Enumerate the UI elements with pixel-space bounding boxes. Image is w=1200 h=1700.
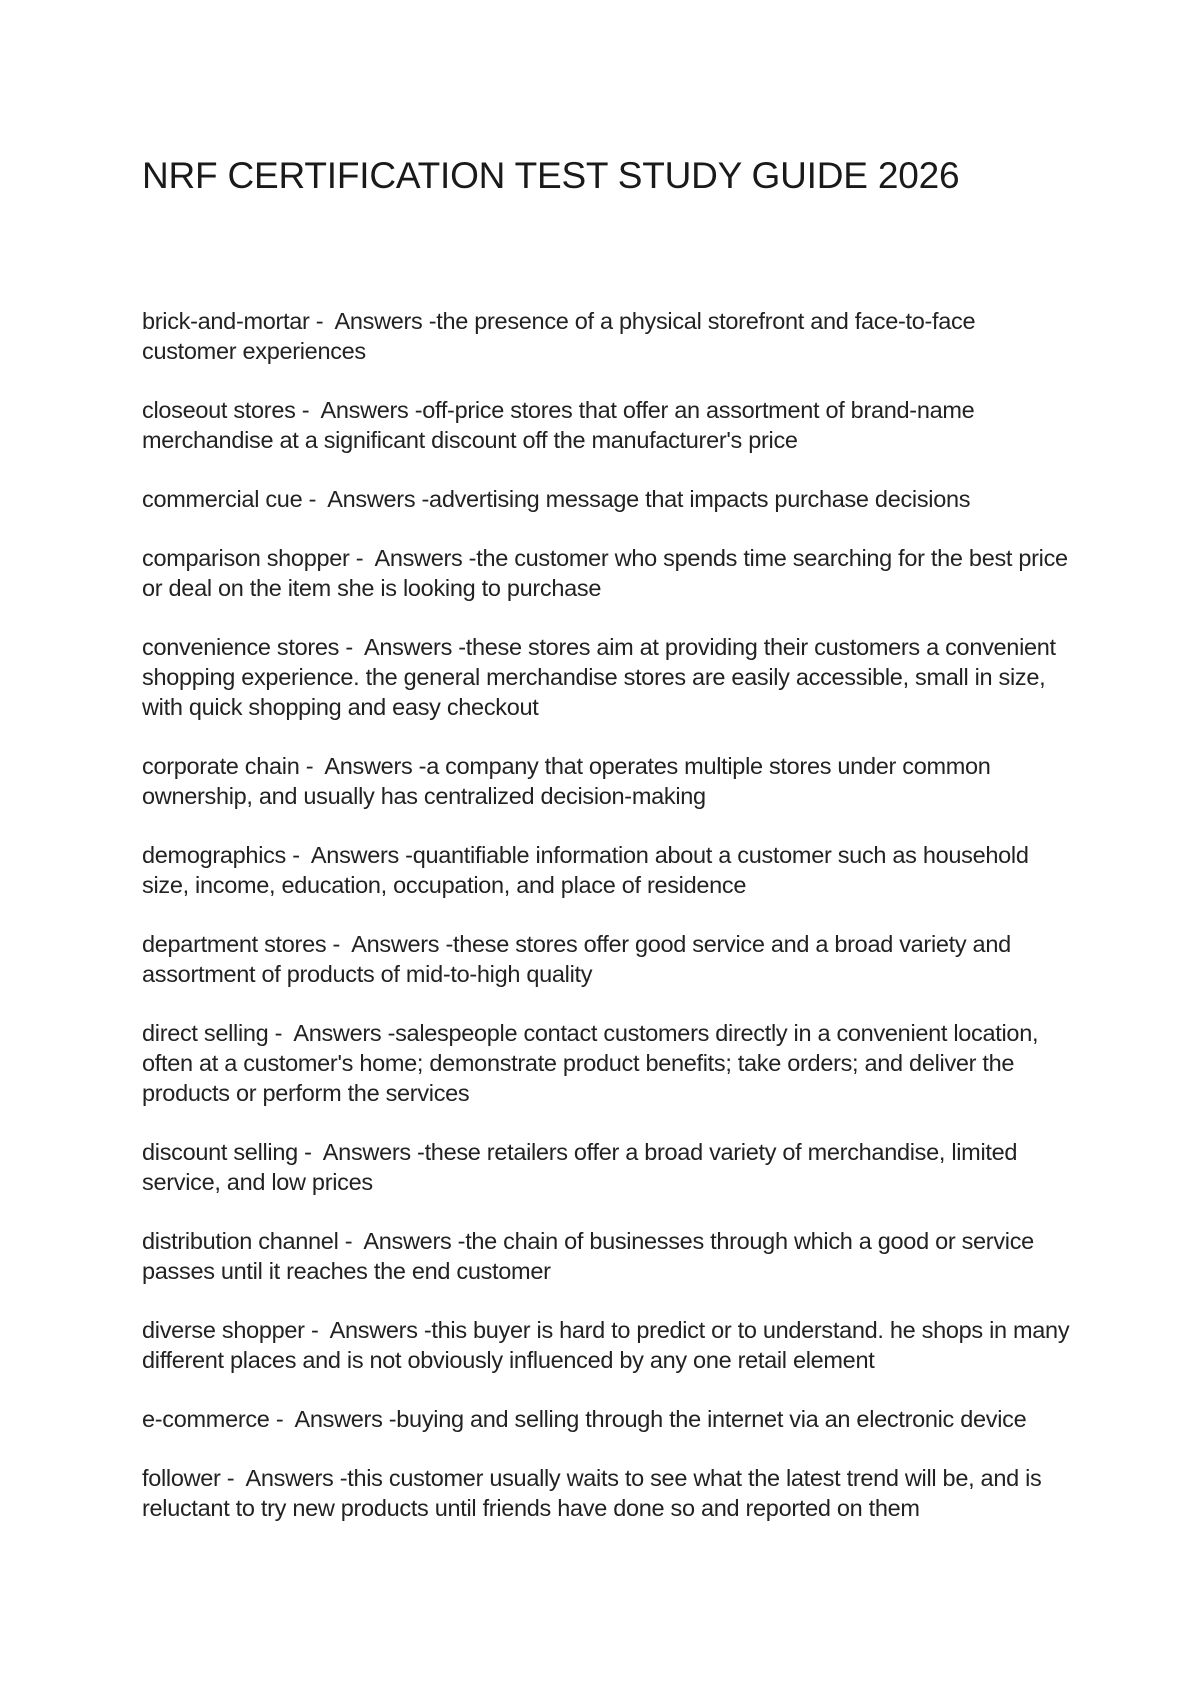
entry-definition: the presence of a physical storefront and face-to-face customer experiences (142, 308, 976, 364)
glossary-entry (142, 1315, 1072, 1375)
entry-definition: these stores aim at providing their customers a convenient shopping experience. the general merchandise stores are easily accessible, small in size, with quick shopping and easy checkout (142, 634, 1056, 720)
entry-definition: advertising message that impacts purchase decisions (429, 486, 971, 512)
entry-separator: - Answers - (349, 545, 477, 571)
glossary-entry (142, 751, 1072, 811)
entry-separator: - Answers - (220, 1465, 348, 1491)
glossary-entry (142, 929, 1072, 989)
entry-separator: - Answers - (268, 1020, 396, 1046)
entry-definition: salespeople contact customers directly in a convenient location, often at a customer's home; demonstrate product benefits; take orders; and deliver the products or perform the services (142, 1020, 1039, 1106)
entry-separator: - Answers - (269, 1406, 397, 1432)
glossary-entry (142, 1226, 1072, 1286)
entry-definition: quantifiable information about a customer such as household size, income, education, occupation, and place of residence (142, 842, 1029, 898)
entry-term: commercial cue (142, 486, 303, 512)
glossary-entry (142, 484, 1072, 514)
entry-term: brick-and-mortar (142, 308, 310, 334)
entry-definition: the chain of businesses through which a good or service passes until it reaches the end customer (142, 1228, 1034, 1284)
entry-term: e-commerce (142, 1406, 270, 1432)
entry-definition: these stores offer good service and a broad variety and assortment of products of mid-to-high quality (142, 931, 1011, 987)
entry-separator: - Answers - (326, 931, 453, 957)
entry-separator: - Answers - (309, 308, 437, 334)
glossary-entry (142, 543, 1072, 603)
entry-term: distribution channel (142, 1228, 339, 1254)
entry-separator: - Answers - (297, 1139, 425, 1165)
entry-term: diverse shopper (142, 1317, 305, 1343)
entry-separator: - Answers - (295, 397, 423, 423)
glossary-entry (142, 395, 1072, 455)
glossary-entry (142, 1463, 1072, 1523)
glossary-entry (142, 1137, 1072, 1197)
glossary-entry (142, 1404, 1072, 1434)
entry-separator: - Answers - (304, 1317, 432, 1343)
entry-term: comparison shopper (142, 545, 350, 571)
entry-definition: these retailers offer a broad variety of merchandise, limited service, and low prices (142, 1139, 1018, 1195)
glossary-entry (142, 632, 1072, 722)
entry-term: discount selling (142, 1139, 298, 1165)
entry-definition: a company that operates multiple stores under common ownership, and usually has centralized decision-making (142, 753, 991, 809)
glossary-entry (142, 840, 1072, 900)
glossary-list (142, 306, 1072, 1552)
entry-definition: buying and selling through the internet via an electronic device (396, 1406, 1027, 1432)
entry-term: closeout stores (142, 397, 296, 423)
entry-separator: - Answers - (299, 753, 427, 779)
entry-separator: - Answers - (302, 486, 430, 512)
entry-term: department stores (142, 931, 327, 957)
glossary-entry (142, 1018, 1072, 1108)
entry-definition: this customer usually waits to see what the latest trend will be, and is reluctant to try new products until friends have done so and reported on them (142, 1465, 1042, 1521)
entry-definition: the customer who spends time searching for the best price or deal on the item she is looking to purchase (142, 545, 1068, 601)
entry-definition: off-price stores that offer an assortment of brand-name merchandise at a significant discount off the manufacturer's price (142, 397, 975, 453)
entry-term: follower (142, 1465, 221, 1491)
entry-term: demographics (142, 842, 287, 868)
entry-term: direct selling (142, 1020, 269, 1046)
entry-term: corporate chain (142, 753, 300, 779)
page-title: NRF CERTIFICATION TEST STUDY GUIDE 2026 (142, 155, 960, 196)
entry-definition: this buyer is hard to predict or to understand. he shops in many different places and is not obviously influenced by any one retail element (142, 1317, 1070, 1373)
entry-separator: - Answers - (286, 842, 413, 868)
glossary-entry (142, 306, 1072, 366)
entry-term: convenience stores (142, 634, 340, 660)
entry-separator: - Answers - (339, 634, 466, 660)
entry-separator: - Answers - (338, 1228, 466, 1254)
